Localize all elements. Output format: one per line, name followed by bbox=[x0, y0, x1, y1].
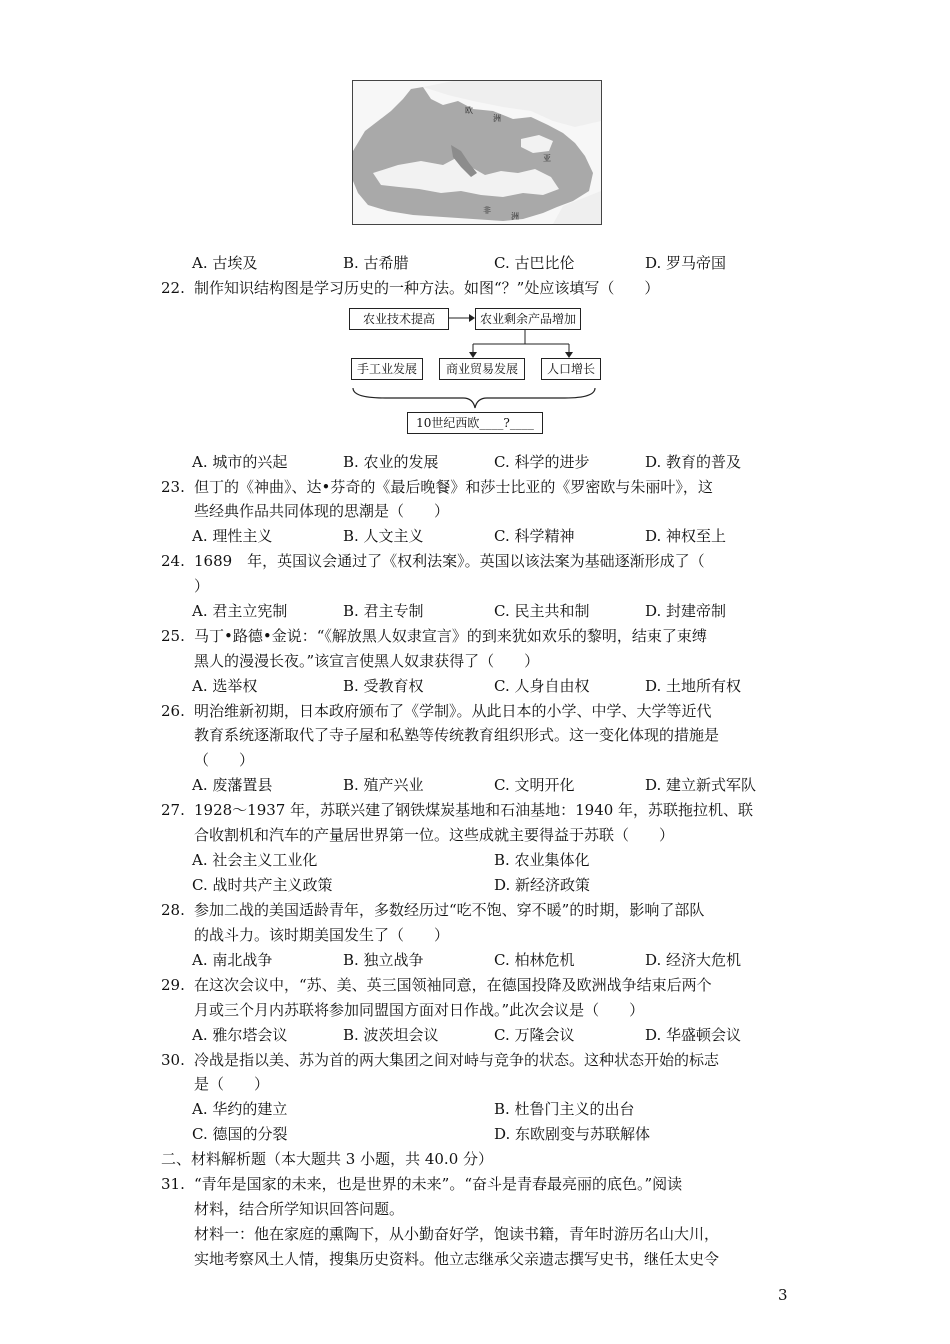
page-number: 3 bbox=[778, 1286, 788, 1304]
q28-option-a[interactable]: A. 南北战争 bbox=[192, 951, 273, 969]
q30-line2: 是（ ） bbox=[194, 1075, 270, 1093]
question-number: 31. bbox=[161, 1175, 185, 1193]
box-agri-surplus: 农业剩余产品增加 bbox=[475, 308, 581, 330]
question-text: 在这次会议中，“苏、美、英三国领袖同意，在德国投降及欧洲战争结束后两个 bbox=[194, 976, 712, 994]
q21-option-b[interactable]: B. 古希腊 bbox=[343, 254, 409, 272]
map-drawing bbox=[353, 81, 601, 224]
q24-option-b[interactable]: B. 君主专制 bbox=[343, 602, 424, 620]
q28-option-d[interactable]: D. 经济大危机 bbox=[645, 951, 742, 969]
question-text: 明治维新初期，日本政府颁布了《学制》。从此日本的小学、中学、大学等近代 bbox=[194, 702, 712, 720]
q30-option-a[interactable]: A. 华约的建立 bbox=[192, 1100, 288, 1118]
q31-line2: 材料，结合所学知识回答问题。 bbox=[194, 1200, 405, 1218]
section-heading: 二、材料解析题（本大题共 3 小题，共 40.0 分） bbox=[161, 1150, 494, 1168]
question-number: 23. bbox=[161, 478, 185, 496]
q25-option-b[interactable]: B. 受教育权 bbox=[343, 677, 424, 695]
q27-option-c[interactable]: C. 战时共产主义政策 bbox=[192, 876, 333, 894]
svg-text:非: 非 bbox=[483, 206, 491, 215]
question-number: 25. bbox=[161, 627, 185, 645]
q30-option-b[interactable]: B. 杜鲁门主义的出台 bbox=[494, 1100, 635, 1118]
q23-option-c[interactable]: C. 科学精神 bbox=[494, 527, 575, 545]
q23-line2: 些经典作品共同体现的思潮是（ ） bbox=[194, 502, 450, 520]
roman-empire-map bbox=[352, 80, 602, 225]
q30-option-c[interactable]: C. 德国的分裂 bbox=[192, 1125, 288, 1143]
question-text: 制作知识结构图是学习历史的一种方法。如图“？”处应该填写（ ） bbox=[194, 279, 660, 297]
q23-option-a[interactable]: A. 理性主义 bbox=[192, 527, 273, 545]
box-commerce: 商业贸易发展 bbox=[439, 358, 525, 380]
q25-option-a[interactable]: A. 选举权 bbox=[192, 677, 258, 695]
q27-option-d[interactable]: D. 新经济政策 bbox=[494, 876, 591, 894]
question-number: 24. bbox=[161, 552, 185, 570]
q27-line2: 合收割机和汽车的产量居世界第一位。这些成就主要得益于苏联（ ） bbox=[194, 826, 675, 844]
svg-text:亚: 亚 bbox=[543, 154, 551, 163]
q22-option-b[interactable]: B. 农业的发展 bbox=[343, 453, 439, 471]
q22-option-a[interactable]: A. 城市的兴起 bbox=[192, 453, 288, 471]
q21-option-a[interactable]: A. 古埃及 bbox=[192, 254, 258, 272]
q27-option-b[interactable]: B. 农业集体化 bbox=[494, 851, 590, 869]
q28-option-c[interactable]: C. 柏林危机 bbox=[494, 951, 575, 969]
q27-option-a[interactable]: A. 社会主义工业化 bbox=[192, 851, 318, 869]
q29-option-b[interactable]: B. 波茨坦会议 bbox=[343, 1026, 439, 1044]
q23-option-b[interactable]: B. 人文主义 bbox=[343, 527, 424, 545]
question-text: “青年是国家的未来，也是世界的未来”。“奋斗是青春最亮丽的底色。”阅读 bbox=[194, 1175, 683, 1193]
q26-option-b[interactable]: B. 殖产兴业 bbox=[343, 776, 424, 794]
q25-option-c[interactable]: C. 人身自由权 bbox=[494, 677, 590, 695]
q28-option-b[interactable]: B. 独立战争 bbox=[343, 951, 424, 969]
q31-line4: 实地考察风土人情，搜集历史资料。他立志继承父亲遗志撰写史书，继任太史令 bbox=[194, 1250, 720, 1268]
question-text: 参加二战的美国适龄青年，多数经历过“吃不饱、穿不暖”的时期，影响了部队 bbox=[194, 901, 705, 919]
question-number: 26. bbox=[161, 702, 185, 720]
question-number: 22. bbox=[161, 279, 185, 297]
svg-text:欧: 欧 bbox=[465, 106, 473, 115]
q23-option-d[interactable]: D. 神权至上 bbox=[645, 527, 727, 545]
q24-option-d[interactable]: D. 封建帝制 bbox=[645, 602, 727, 620]
q31-line3: 材料一：他在家庭的熏陶下，从小勤奋好学，饱读书籍，青年时游历名山大川， bbox=[194, 1225, 720, 1243]
q29-option-a[interactable]: A. 雅尔塔会议 bbox=[192, 1026, 288, 1044]
q29-option-c[interactable]: C. 万隆会议 bbox=[494, 1026, 575, 1044]
box-agri-tech: 农业技术提高 bbox=[349, 308, 449, 330]
q21-option-c[interactable]: C. 古巴比伦 bbox=[494, 254, 575, 272]
q24-option-c[interactable]: C. 民主共和制 bbox=[494, 602, 590, 620]
q26-option-c[interactable]: C. 文明开化 bbox=[494, 776, 575, 794]
question-text: 冷战是指以美、苏为首的两大集团之间对峙与竞争的状态。这种状态开始的标志 bbox=[194, 1051, 720, 1069]
q26-line3: （ ） bbox=[194, 751, 255, 769]
question-number: 27. bbox=[161, 801, 185, 819]
knowledge-structure-diagram bbox=[345, 302, 605, 437]
q28-line2: 的战斗力。该时期美国发生了（ ） bbox=[194, 926, 450, 944]
q22-option-d[interactable]: D. 教育的普及 bbox=[645, 453, 742, 471]
q26-option-a[interactable]: A. 废藩置县 bbox=[192, 776, 273, 794]
question-text: 马丁•路德•金说：“《解放黑人奴隶宣言》的到来犹如欢乐的黎明，结束了束缚 bbox=[194, 627, 707, 645]
box-western-europe: 10世纪西欧____?____ bbox=[407, 412, 543, 434]
question-text: 但丁的《神曲》、达•芬奇的《最后晚餐》和莎士比亚的《罗密欧与朱丽叶》，这 bbox=[194, 478, 713, 496]
q25-option-d[interactable]: D. 土地所有权 bbox=[645, 677, 742, 695]
q24-option-a[interactable]: A. 君主立宪制 bbox=[192, 602, 288, 620]
svg-text:洲: 洲 bbox=[511, 212, 519, 221]
question-number: 30. bbox=[161, 1051, 185, 1069]
q22-option-c[interactable]: C. 科学的进步 bbox=[494, 453, 590, 471]
question-text: 1689 年，英国议会通过了《权利法案》。英国以该法案为基础逐渐形成了（ bbox=[194, 552, 705, 570]
box-handicraft: 手工业发展 bbox=[351, 358, 423, 380]
box-population: 人口增长 bbox=[541, 358, 601, 380]
svg-text:洲: 洲 bbox=[493, 114, 501, 123]
q29-option-d[interactable]: D. 华盛顿会议 bbox=[645, 1026, 742, 1044]
q30-option-d[interactable]: D. 东欧剧变与苏联解体 bbox=[494, 1125, 651, 1143]
question-number: 28. bbox=[161, 901, 185, 919]
q24-line2: ） bbox=[194, 577, 210, 595]
q29-line2: 月或三个月内苏联将参加同盟国方面对日作战。”此次会议是（ ） bbox=[194, 1001, 645, 1019]
question-number: 29. bbox=[161, 976, 185, 994]
q21-option-d[interactable]: D. 罗马帝国 bbox=[645, 254, 727, 272]
q25-line2: 黑人的漫漫长夜。”该宣言使黑人奴隶获得了（ ） bbox=[194, 652, 540, 670]
q26-option-d[interactable]: D. 建立新式军队 bbox=[645, 776, 757, 794]
question-text: 1928～1937 年，苏联兴建了钢铁煤炭基地和石油基地：1940 年，苏联拖拉机、联 bbox=[194, 801, 754, 819]
q26-line2: 教育系统逐渐取代了寺子屋和私塾等传统教育组织形式。这一变化体现的措施是 bbox=[194, 726, 720, 744]
